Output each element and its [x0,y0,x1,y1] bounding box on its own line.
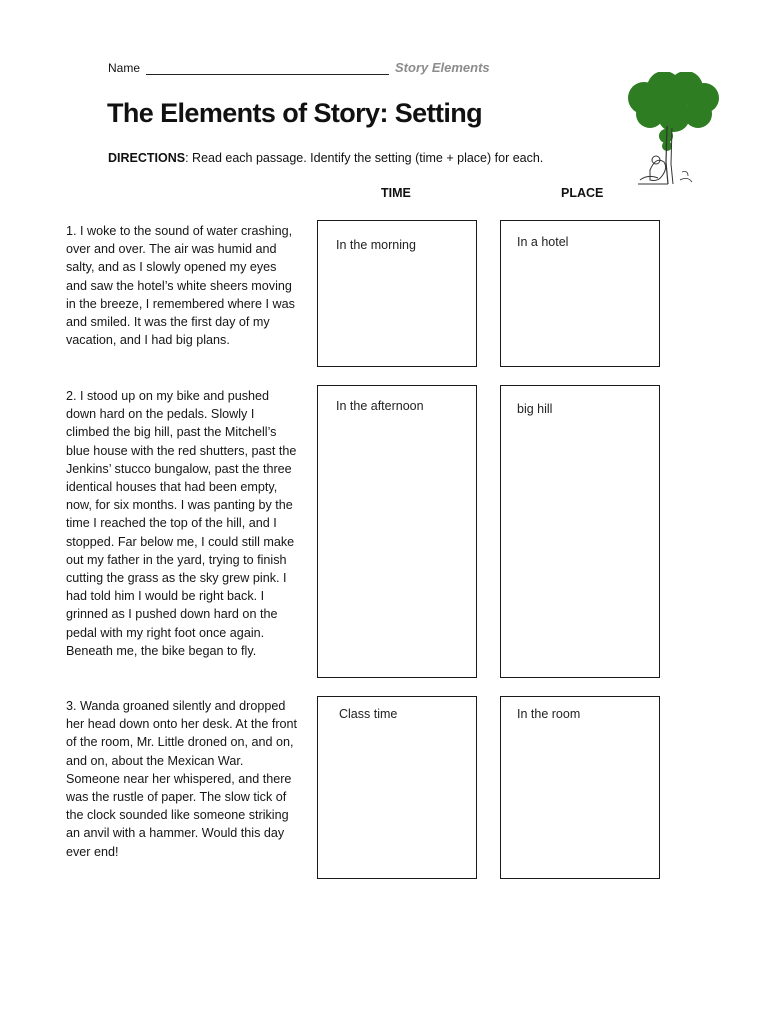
time-answer-box-3[interactable] [317,696,477,879]
place-answer-box-1[interactable] [500,220,660,367]
passage-1: 1. I woke to the sound of water crashing, over and over. The air was humid and salty, and as I slowly opened my eyes and saw the hotel’s white sheers moving in the breeze, I remembered where I was and smiled. It was the first day of my vacation, and I had big plans. [66,224,295,348]
name-line[interactable] [146,74,389,75]
time-column-header: TIME [381,186,411,200]
place-answer-1: In a hotel [517,235,569,249]
place-column-header: PLACE [561,186,604,200]
place-answer-box-2[interactable] [500,385,660,678]
directions-text: : Read each passage. Identify the setting (time + place) for each. [185,151,544,165]
page-title: The Elements of Story: Setting [107,98,483,128]
passage-2: 2. I stood up on my bike and pushed down hard on the pedals. Slowly I climbed the big hill, past the Mitchell’s blue house with the red shutters, past the Jenkins’ stucco bungalow, past the three identical houses that had been empty, now, for six months. I was panting by the time I reached the top of the hill, and I stopped. Far below me, I could still make out my father in the yard, trying to finish cutting the grass as the sky grew pink. I had told him I would be right back. I grinned as I pushed down hard on the pedal with my right foot once again. Beneath me, the bike began to fly. [66,389,297,658]
time-answer-3: Class time [339,707,398,721]
time-answer-box-2[interactable] [317,385,477,678]
name-label: Name [108,61,141,75]
place-answer-box-3[interactable] [500,696,660,879]
tree-reading-icon [620,72,724,192]
directions-label: DIRECTIONS [108,151,186,165]
time-answer-2: In the afternoon [336,399,424,413]
place-answer-3: In the room [517,707,581,721]
time-answer-box-1[interactable] [317,220,477,367]
place-answer-2: big hill [517,402,553,416]
series-label: Story Elements [395,60,490,75]
passage-3: 3. Wanda groaned silently and dropped her head down onto her desk. At the front of the room, Mr. Little droned on, and on, and on, about the Mexican War. Someone near her whispered, and there was the rustle of paper. The slow tick of the clock sounded like someone striking an anvil with a hammer. Would this day ever end! [66,699,298,859]
directions [108,151,543,165]
time-answer-1: In the morning [336,238,416,252]
